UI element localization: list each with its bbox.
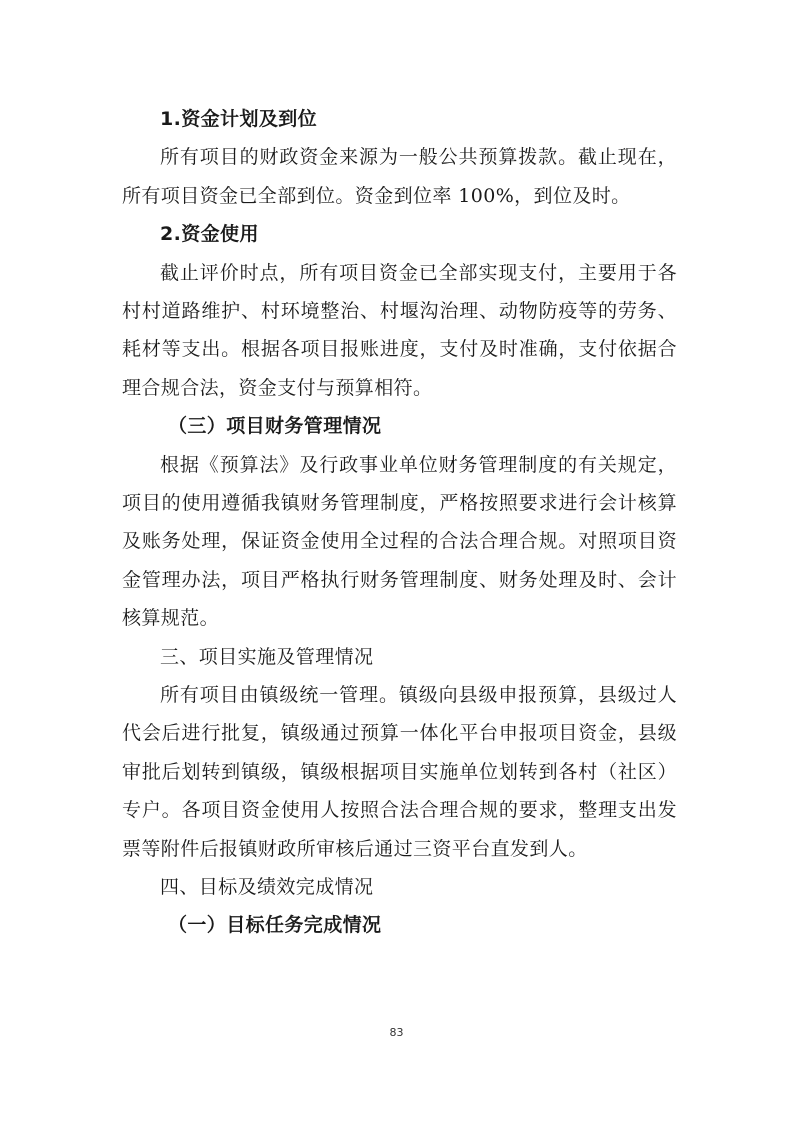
paragraph-implementation: 所有项目由镇级统一管理。镇级向县级申报预算，县级过人代会后进行批复，镇级通过预算一体化平台申报项目资金，县级审批后划转到镇级，镇级根据项目实施单位划转到各村（社区）专户。各项目资金使用人按照合法合理合规的要求，整理支出发票等附件后报镇财政所审核后通过三资平台直发到人。: [122, 684, 677, 860]
paragraph-fund-plan: 所有项目的财政资金来源为一般公共预算拨款。截止现在，所有项目资金已全部到位。资金到位率 100%，到位及时。: [122, 146, 677, 207]
heading-target-completion: （一）目标任务完成情况: [168, 914, 382, 937]
page-number: 83: [389, 1026, 404, 1039]
heading-fund-use: 2.资金使用: [160, 223, 259, 246]
heading-financial-management: （三）项目财务管理情况: [168, 415, 382, 438]
paragraph-fund-use: 截止评价时点，所有项目资金已全部实现支付，主要用于各村村道路维护、村环境整治、村堰沟治理、动物防疫等的劳务、耗材等支出。根据各项目报账进度，支付及时准确，支付依据合理合规合法，资金支付与预算相符。: [122, 261, 677, 399]
heading-implementation: 三、项目实施及管理情况: [160, 645, 374, 668]
heading-fund-plan: 1.资金计划及到位: [160, 108, 318, 130]
heading-performance: 四、目标及绩效完成情况: [160, 876, 374, 899]
paragraph-financial-management: 根据《预算法》及行政事业单位财务管理制度的有关规定，项目的使用遵循我镇财务管理制度，严格按照要求进行会计核算及账务处理，保证资金使用全过程的合法合理合规。对照项目资金管理办法，项目严格执行财务管理制度、财务处理及时、会计核算规范。: [122, 453, 677, 630]
document-body: [122, 100, 677, 945]
